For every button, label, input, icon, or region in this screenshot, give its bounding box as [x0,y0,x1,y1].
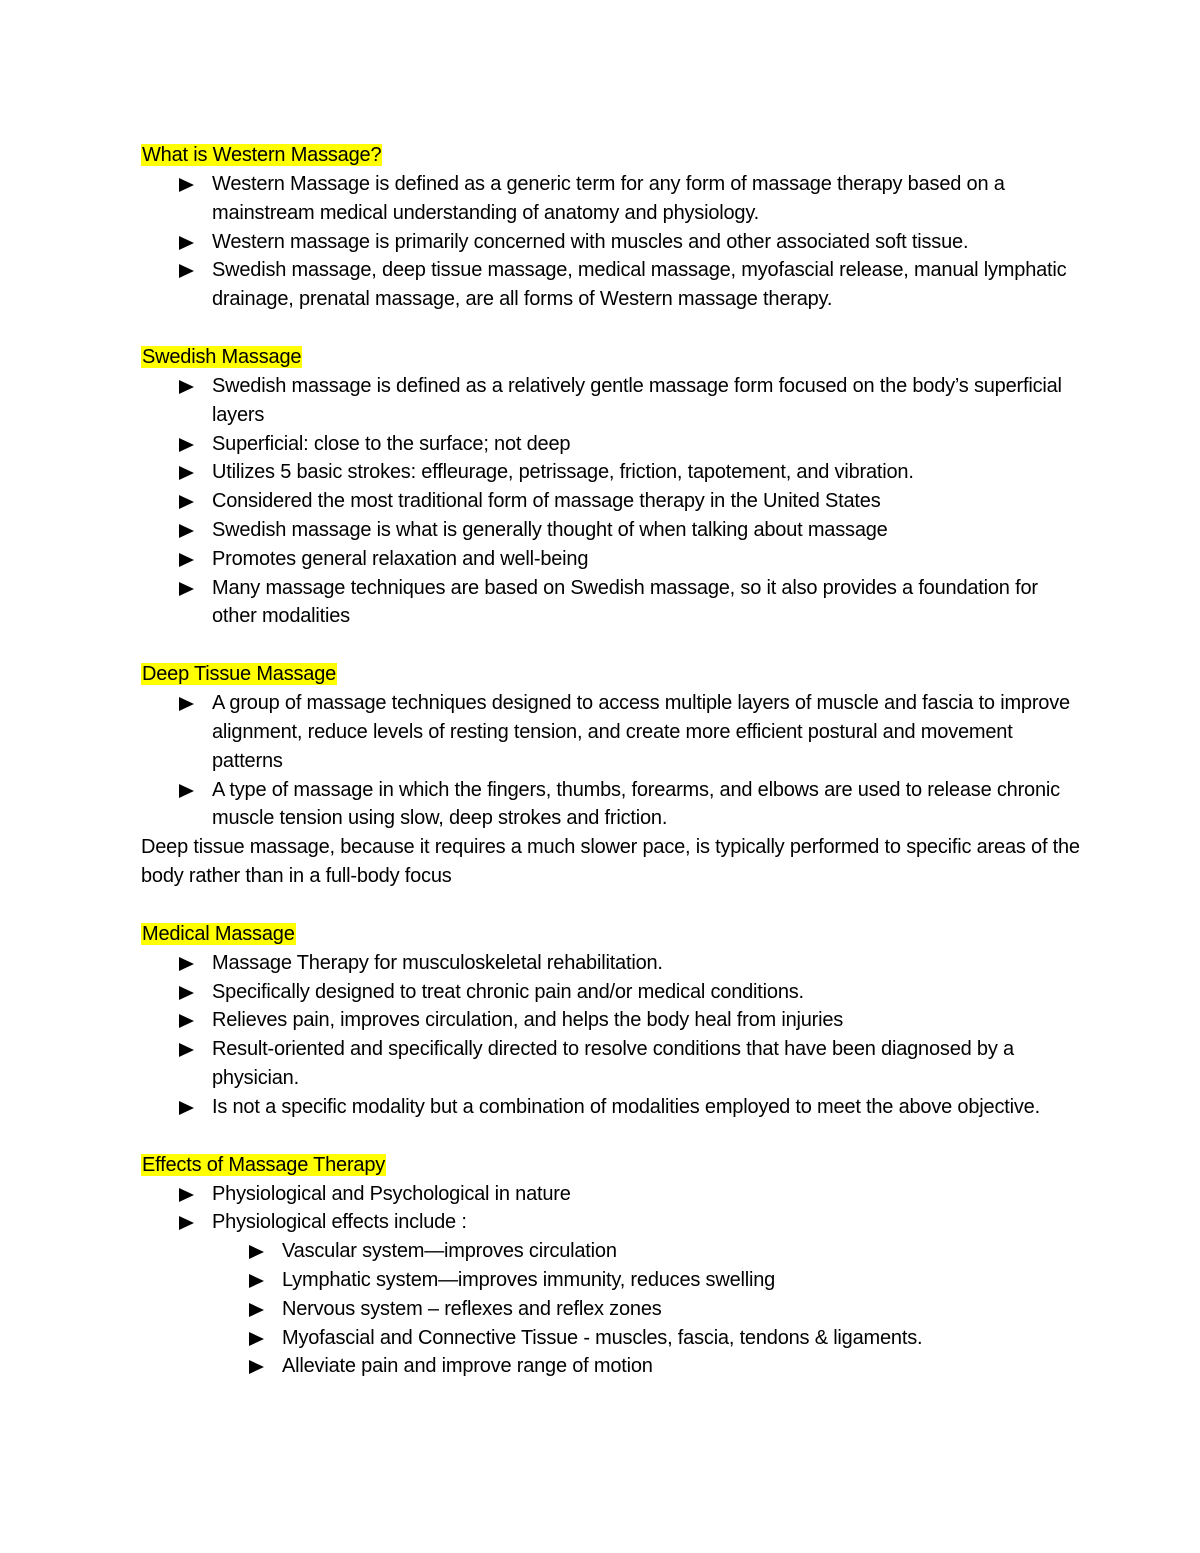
list-item-text: Swedish massage is defined as a relatively gentle massage form focused on the body’s superficial layers [212,374,1062,426]
list-item [141,228,1081,257]
list-item-text: Vascular system—improves circulation [282,1240,617,1263]
list-item-text: Relieves pain, improves circulation, and helps the body heal from injuries [212,1009,844,1032]
bullet-arrow-icon [179,1101,194,1115]
list-item [141,487,1081,516]
section-effects-of-massage [141,1151,1081,1382]
bullet-arrow-icon [249,1274,264,1288]
list-item [141,1180,1081,1209]
list-item [141,170,1081,228]
sub-list-item [141,1295,1081,1324]
section-western-massage [141,141,1081,314]
list-item-text: Western Massage is defined as a generic term for any form of massage therapy based on a mainstream medical understanding of anatomy and physiology. [212,173,1005,224]
heading-highlight: Medical Massage [142,922,295,945]
sub-list-item [141,1352,1081,1381]
list-item [141,1093,1081,1122]
list-item-text: Massage Therapy for musculoskeletal rehabilitation. [212,951,663,974]
bullet-arrow-icon [249,1303,264,1317]
section-heading [141,141,1081,170]
list-item [141,689,1081,775]
list-item-text: A group of massage techniques designed to access multiple layers of muscle and fascia to improve alignment, reduce levels of resting tension, and create more efficient postural and movement patterns [212,692,1070,772]
bullet-arrow-icon [179,553,194,567]
bullet-arrow-icon [179,524,194,538]
bullet-list [141,1180,1081,1382]
section-heading [141,920,1081,949]
heading-highlight: Effects of Massage Therapy [142,1153,386,1176]
list-item-text: Nervous system – reflexes and reflex zones [282,1297,662,1320]
bullet-arrow-icon [249,1245,264,1259]
list-item [141,574,1081,632]
section-heading [141,343,1081,372]
list-item [141,1006,1081,1035]
bullet-arrow-icon [179,986,194,1000]
bullet-arrow-icon [249,1360,264,1374]
bullet-arrow-icon [179,1043,194,1057]
list-item [141,458,1081,487]
sub-list-item [141,1324,1081,1353]
bullet-list [141,949,1081,1122]
list-item-text: Alleviate pain and improve range of motion [282,1355,653,1378]
list-item [141,949,1081,978]
list-item [141,978,1081,1007]
bullet-list [141,689,1081,833]
bullet-arrow-icon [179,784,194,798]
heading-highlight: Swedish Massage [142,345,302,368]
list-item [141,1035,1081,1093]
section-heading [141,660,1081,689]
heading-highlight: What is Western Massage? [142,144,382,166]
section-deep-tissue-massage [141,660,1081,891]
sub-list-item [141,1237,1081,1266]
list-item-text: Western massage is primarily concerned with muscles and other associated soft tissue. [212,230,969,253]
list-item-text: Many massage techniques are based on Swedish massage, so it also provides a foundation for other modalities [212,576,1038,628]
bullet-arrow-icon [179,178,194,192]
bullet-arrow-icon [179,236,194,250]
list-item-text: Considered the most traditional form of massage therapy in the United States [212,490,881,513]
list-item [141,545,1081,574]
list-item-text: Lymphatic system—improves immunity, reduces swelling [282,1268,776,1291]
bullet-list [141,170,1081,314]
sub-list-item [141,1266,1081,1295]
list-item-text: A type of massage in which the fingers, thumbs, forearms, and elbows are used to release chronic muscle tension using slow, deep strokes and friction. [212,778,1060,830]
bullet-arrow-icon [179,438,194,452]
bullet-arrow-icon [179,495,194,509]
list-item-text: Superficial: close to the surface; not deep [212,432,571,455]
list-item-text: Is not a specific modality but a combination of modalities employed to meet the above objective. [212,1095,1040,1118]
list-item-text: Myofascial and Connective Tissue - muscles, fascia, tendons & ligaments. [282,1326,923,1349]
list-item-text: Swedish massage, deep tissue massage, medical massage, myofascial release, manual lymphatic drainage, prenatal massage, are all forms of Western massage therapy. [212,259,1067,311]
bullet-list [141,372,1081,631]
list-item [141,776,1081,834]
list-item-text: Swedish massage is what is generally thought of when talking about massage [212,518,888,541]
document-content [141,141,1081,1410]
bullet-arrow-icon [179,1188,194,1202]
list-item [141,1208,1081,1237]
list-item-text: Promotes general relaxation and well-being [212,547,589,570]
section-swedish-massage [141,343,1081,631]
bullet-arrow-icon [179,1216,194,1230]
list-item [141,256,1081,314]
list-item [141,372,1081,430]
bullet-arrow-icon [179,380,194,394]
list-item-text: Specifically designed to treat chronic pain and/or medical conditions. [212,980,804,1003]
bullet-arrow-icon [179,957,194,971]
list-item [141,430,1081,459]
list-item-text: Physiological and Psychological in nature [212,1182,571,1205]
bullet-arrow-icon [249,1332,264,1346]
list-item-text: Physiological effects include : [212,1211,467,1234]
bullet-arrow-icon [179,697,194,711]
list-item [141,516,1081,545]
section-heading [141,1151,1081,1180]
list-item-text: Result-oriented and specifically directed to resolve conditions that have been diagnosed by a physician. [212,1038,1014,1089]
bullet-arrow-icon [179,466,194,480]
bullet-arrow-icon [179,264,194,278]
section-medical-massage [141,920,1081,1122]
bullet-arrow-icon [179,1014,194,1028]
bullet-arrow-icon [179,582,194,596]
list-item-text: Utilizes 5 basic strokes: effleurage, petrissage, friction, tapotement, and vibration. [212,461,914,484]
heading-highlight: Deep Tissue Massage [142,663,337,686]
body-paragraph: Deep tissue massage, because it requires a much slower pace, is typically performed to specific areas of the body rather than in a full-body focus [141,836,1080,887]
